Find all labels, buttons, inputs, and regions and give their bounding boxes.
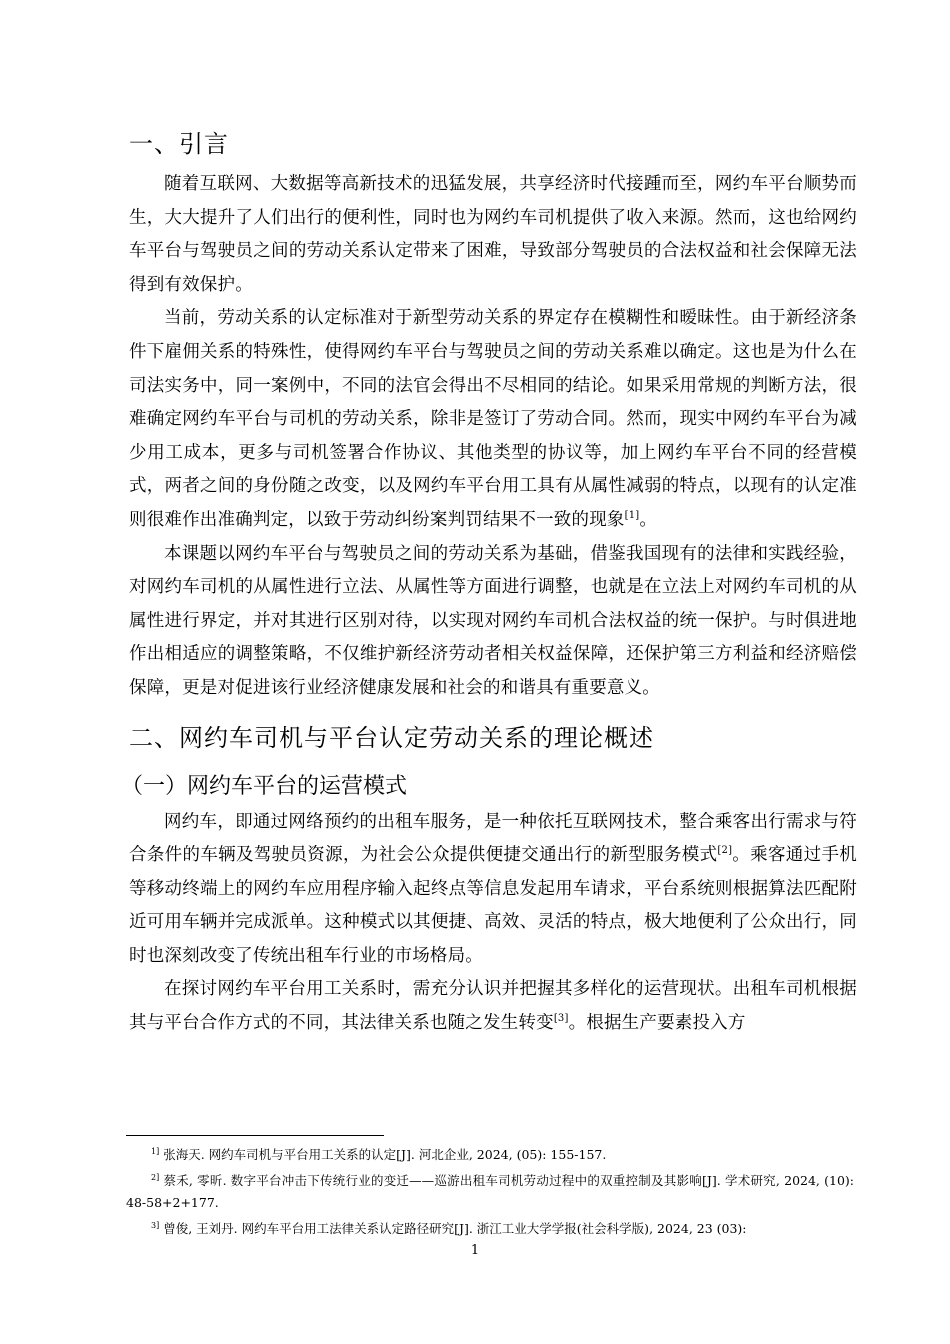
paragraph-text: 随着互联网、大数据等高新技术的迅猛发展，共享经济时代接踵而至，网约车平台顺势而生，大大提升了人们出行的便利性，同时也为网约车司机提供了收入来源。然而，这也给网约车平台与驾驶员之间的劳动关系认定带来了困难，导致部分驾驶员的合法权益和社会保障无法得到有效保护。 (129, 174, 857, 295)
citation-marker[interactable]: [2] (717, 845, 733, 857)
paragraph (129, 973, 857, 1040)
footnote-marker: 3] (151, 1220, 160, 1230)
footnote-text: 曾俊, 王刘丹. 网约车平台用工法律关系认定路径研究[J]. 浙江工业大学学报(社会科学版), 2024, 23 (03): (163, 1221, 747, 1236)
paragraph-text-tail: 。根据生产要素投入方 (568, 1013, 746, 1034)
paragraph (129, 302, 857, 537)
footnotes (126, 1144, 854, 1244)
footnote-text: 张海天. 网约车司机与平台用工关系的认定[J]. 河北企业, 2024, (05): 155-157. (163, 1147, 607, 1162)
citation-marker[interactable]: [3] (553, 1013, 569, 1025)
page-number: 1 (470, 1243, 480, 1258)
subsection-heading-operation-mode: （一）网约车平台的运营模式 (121, 773, 408, 799)
footnote-separator (126, 1135, 384, 1136)
footnote (126, 1170, 854, 1214)
citation-marker[interactable]: [1] (624, 510, 640, 522)
paragraph-text-tail: 。 (639, 509, 658, 530)
paragraph-text: 在探讨网约车平台用工关系时，需充分认识并把握其多样化的运营现状。出租车司机根据其与平台合作方式的不同，其法律关系也随之发生转变 (129, 979, 857, 1034)
paragraph-text-tail: 。乘客通过手机等移动终端上的网约车应用程序输入起终点等信息发起用车请求，平台系统则根据算法匹配附近可用车辆并完成派单。这种模式以其便捷、高效、灵活的特点，极大地便利了公众出行，同时也深刻改变了传统出租车行业的市场格局。 (129, 845, 857, 966)
footnote-text: 蔡禾, 零昕. 数字平台冲击下传统行业的变迁——巡游出租车司机劳动过程中的双重控制及其影响[J]. 学术研究, 2024, (10): 48-58+2+177. (126, 1173, 854, 1210)
footnote (126, 1218, 854, 1240)
section-heading-introduction: 一、引言 (129, 130, 229, 158)
body-content (121, 126, 857, 1041)
section-heading-theory: 二、网约车司机与平台认定劳动关系的理论概述 (129, 723, 654, 752)
paragraph-text: 网约车，即通过网络预约的出租车服务，是一种依托互联网技术，整合乘客出行需求与符合条件的车辆及驾驶员资源，为社会公众提供便捷交通出行的新型服务模式 (129, 811, 857, 866)
paragraph (129, 806, 857, 974)
footnote-marker: 2] (151, 1172, 160, 1182)
paragraph (129, 168, 857, 302)
footnote-marker: 1] (151, 1146, 160, 1156)
paragraph-text: 当前，劳动关系的认定标准对于新型劳动关系的界定存在模糊性和暧昧性。由于新经济条件下雇佣关系的特殊性，使得网约车平台与驾驶员之间的劳动关系难以确定。这也是为什么在司法实务中，同一案例中，不同的法官会得出不尽相同的结论。如果采用常规的判断方法，很难确定网约车平台与司机的劳动关系，除非是签订了劳动合同。然而，现实中网约车平台为减少用工成本，更多与司机签署合作协议、其他类型的协议等，加上网约车平台不同的经营模式，两者之间的身份随之改变，以及网约车平台用工具有从属性减弱的特点，以现有的认定准则很难作出准确判定，以致于劳动纠纷案判罚结果不一致的现象 (129, 308, 857, 530)
paragraph (129, 538, 857, 706)
paragraph-text: 本课题以网约车平台与驾驶员之间的劳动关系为基础，借鉴我国现有的法律和实践经验，对网约车司机的从属性进行立法、从属性等方面进行调整，也就是在立法上对网约车司机的从属性进行界定，并对其进行区别对待，以实现对网约车司机合法权益的统一保护。与时俱进地作出相适应的调整策略，不仅维护新经济劳动者相关权益保障，还保护第三方利益和经济赔偿保障，更是对促进该行业经济健康发展和社会的和谐具有重要意义。 (129, 543, 857, 698)
footnote (126, 1144, 854, 1166)
